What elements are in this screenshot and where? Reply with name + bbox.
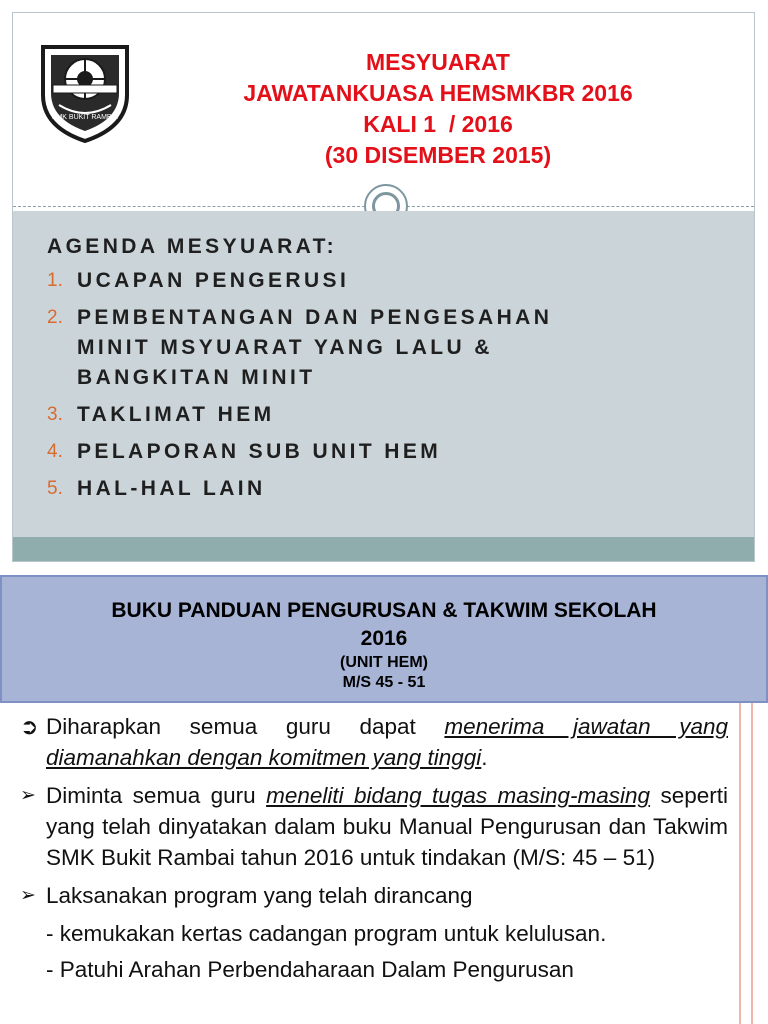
arrow-bullet-icon: ➢ [20,785,36,806]
guideline-item: ➢ Laksanakan program yang telah dirancang [20,880,728,911]
curved-arrow-icon: ➲ [20,714,39,739]
title-line-3: KALI 1 / 2016 [363,111,513,137]
guideline-subitem: - Patuhi Arahan Perbendaharaan Dalam Pengurusan [46,957,574,982]
logo-text: SMK BUKIT RAMBAI [51,114,119,121]
agenda-item [47,400,737,430]
school-crest-icon [35,35,135,145]
slide-footer-band [13,537,754,562]
agenda-number: 5. [47,478,63,499]
agenda-text: PEMBENTANGAN DAN PENGESAHAN MINIT MSYUARAT YANG LALU & BANGKITAN MINIT [77,306,553,389]
agenda-list [47,231,737,511]
agenda-item [47,266,737,296]
title-line-1: MESYUARAT [366,49,510,75]
header-line-2: 2016 [360,627,408,650]
guideline-item: ➢ Diminta semua guru meneliti bidang tugas masing-masing seperti yang telah dinyatakan dalam buku Manual Pengurusan dan Takwim SMK Bukit Rambai tahun 2016 untuk tindakan (M/S: 45 – 51) [20,780,728,873]
guidelines-header [0,575,768,703]
header-line-1: BUKU PANDUAN PENGURUSAN & TAKWIM SEKOLAH [111,599,657,622]
slide-agenda [12,12,755,562]
agenda-text: UCAPAN PENGERUSI [77,269,350,292]
guideline-subitem: - kemukakan kertas cadangan program untuk kelulusan. [46,921,607,946]
decorative-side-bar [739,703,753,1024]
agenda-item [47,474,737,504]
header-line-3: (UNIT HEM) [340,654,428,671]
title-line-4: (30 DISEMBER 2015) [324,142,552,168]
header-line-4: M/S 45 - 51 [342,674,426,691]
agenda-number: 3. [47,404,63,425]
agenda-heading: AGENDA MESYUARAT: [47,235,337,258]
meeting-title [173,47,703,171]
guidelines-body [20,711,728,990]
title-line-2: JAWATANKUASA HEMSMKBR 2016 [243,80,633,106]
agenda-text: TAKLIMAT HEM [77,403,275,426]
agenda-number: 2. [47,307,63,328]
guideline-item: ➲ Diharapkan semua guru dapat menerima jawatan yang diamanahkan dengan komitmen yang tinggi. [20,711,728,773]
agenda-text: PELAPORAN SUB UNIT HEM [77,440,442,463]
slide-guidelines [0,575,768,1024]
agenda-item [47,437,737,467]
agenda-number: 1. [47,270,63,291]
agenda-item [47,303,737,393]
agenda-text: HAL-HAL LAIN [77,477,266,500]
agenda-number: 4. [47,441,63,462]
agenda-panel [13,211,754,537]
slide-header [13,13,754,208]
arrow-bullet-icon: ➢ [20,885,36,906]
